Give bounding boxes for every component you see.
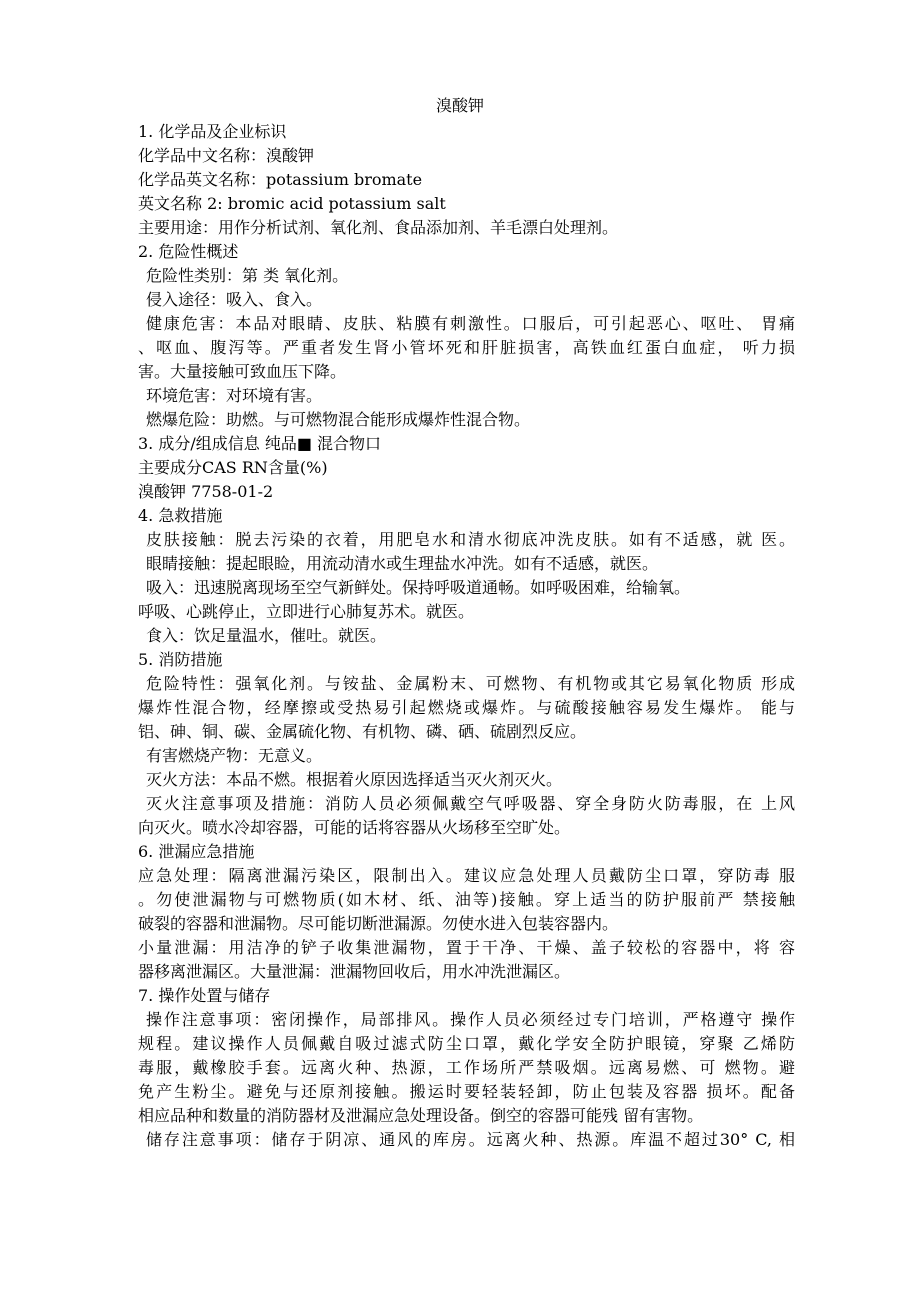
section-heading: 7. 操作处置与储存 [138,986,271,1005]
text-line: 眼睛接触：提起眼睑，用流动清水或生理盐水冲洗。如有不适感，就医。 [146,554,659,573]
text-line: 危险特性：强氧化剂。与铵盐、金属粉末、可燃物、有机物或其它易氧化物质 形成 [146,674,795,693]
text-line: 有害燃烧产物：无意义。 [146,746,323,765]
text-line: 毒服，戴橡胶手套。远离火种、热源，工作场所严禁吸烟。远离易燃、可 燃物。避 [138,1058,795,1077]
text-line: 灭火注意事项及措施：消防人员必须佩戴空气呼吸器、穿全身防火防毒服，在 上风 [146,794,795,813]
section-heading: 1. 化学品及企业标识 [138,122,287,141]
text-line: 破裂的容器和泄漏物。尽可能切断泄漏源。勿使水进入包装容器内。 [138,914,619,933]
text-line: 小量泄漏：用洁净的铲子收集泄漏物，置于干净、干燥、盖子较松的容器中，将 容 [138,938,795,957]
document-title: 溴酸钾 [435,96,484,115]
text-line: 英文名称 2: bromic acid potassium salt [138,194,446,213]
section-heading: 2. 危险性概述 [138,242,239,261]
text-line: 应急处理：隔离泄漏污染区，限制出入。建议应急处理人员戴防尘口罩，穿防毒 服 [138,866,795,885]
text-line: 向灭火。喷水冷却容器，可能的话将容器从火场移至空旷处。 [138,818,571,837]
text-line: 吸入：迅速脱离现场至空气新鲜处。保持呼吸道通畅。如呼吸困难，给输氧。 [146,578,691,597]
text-line: 溴酸钾 7758-01-2 [138,482,274,501]
text-line: 、呕血、腹泻等。严重者发生肾小管坏死和肝脏损害，高铁血红蛋白血症， 听力损 [138,338,795,357]
text-line: 皮肤接触：脱去污染的衣着，用肥皂水和清水彻底冲洗皮肤。如有不适感，就 医。 [146,530,795,549]
text-line: 呼吸、心跳停止，立即进行心肺复苏术。就医。 [138,602,475,621]
text-line: 相应品种和数量的消防器材及泄漏应急处理设备。倒空的容器可能残 留有害物。 [138,1106,704,1125]
text-line: 化学品英文名称：potassium bromate [138,170,423,189]
text-line: 器移离泄漏区。大量泄漏：泄漏物回收后，用水冲洗泄漏区。 [138,962,571,981]
text-line: 。勿使泄漏物与可燃物质(如木材、纸、油等)接触。穿上适当的防护服前严 禁接触 [138,890,795,909]
text-line: 危险性类别：第 类 氧化剂。 [146,266,349,285]
section-heading: 6. 泄漏应急措施 [138,842,255,861]
text-line: 化学品中文名称：溴酸钾 [138,146,315,165]
text-line: 环境危害：对环境有害。 [146,386,323,405]
text-line: 燃爆危险：助燃。与可燃物混合能形成爆炸性混合物。 [146,410,531,429]
text-line: 规程。建议操作人员佩戴自吸过滤式防尘口罩，戴化学安全防护眼镜，穿聚 乙烯防 [138,1034,795,1053]
text-line: 食入：饮足量温水，催吐。就医。 [146,626,387,645]
text-line: 爆炸性混合物，经摩擦或受热易引起燃烧或爆炸。与硫酸接触容易发生爆炸。 能与 [138,698,795,717]
text-line: 侵入途径：吸入、食入。 [146,290,323,309]
text-line: 主要用途：用作分析试剂、氧化剂、食品添加剂、羊毛漂白处理剂。 [138,218,619,237]
text-line: 免产生粉尘。避免与还原剂接触。搬运时要轻装轻卸，防止包装及容器 损坏。配备 [138,1082,795,1101]
text-line: 主要成分CAS RN含量(%) [138,458,328,477]
document-body [138,120,795,1152]
section-heading: 3. 成分/组成信息 纯品■ 混合物口 [138,434,382,453]
section-heading: 5. 消防措施 [138,650,223,669]
text-line: 健康危害：本品对眼睛、皮肤、粘膜有刺激性。口服后，可引起恶心、呕吐、 胃痛 [146,314,795,333]
text-line: 操作注意事项：密闭操作，局部排风。操作人员必须经过专门培训，严格遵守 操作 [146,1010,795,1029]
text-line: 储存注意事项：储存于阴凉、通风的库房。远离火种、热源。库温不超过30° C, 相 [146,1130,795,1149]
text-line: 灭火方法：本品不燃。根据着火原因选择适当灭火剂灭火。 [146,770,563,789]
text-line: 害。大量接触可致血压下降。 [138,362,347,381]
section-heading: 4. 急救措施 [138,506,223,525]
text-line: 铝、砷、铜、碳、金属硫化物、有机物、磷、硒、硫剧烈反应。 [138,722,587,741]
